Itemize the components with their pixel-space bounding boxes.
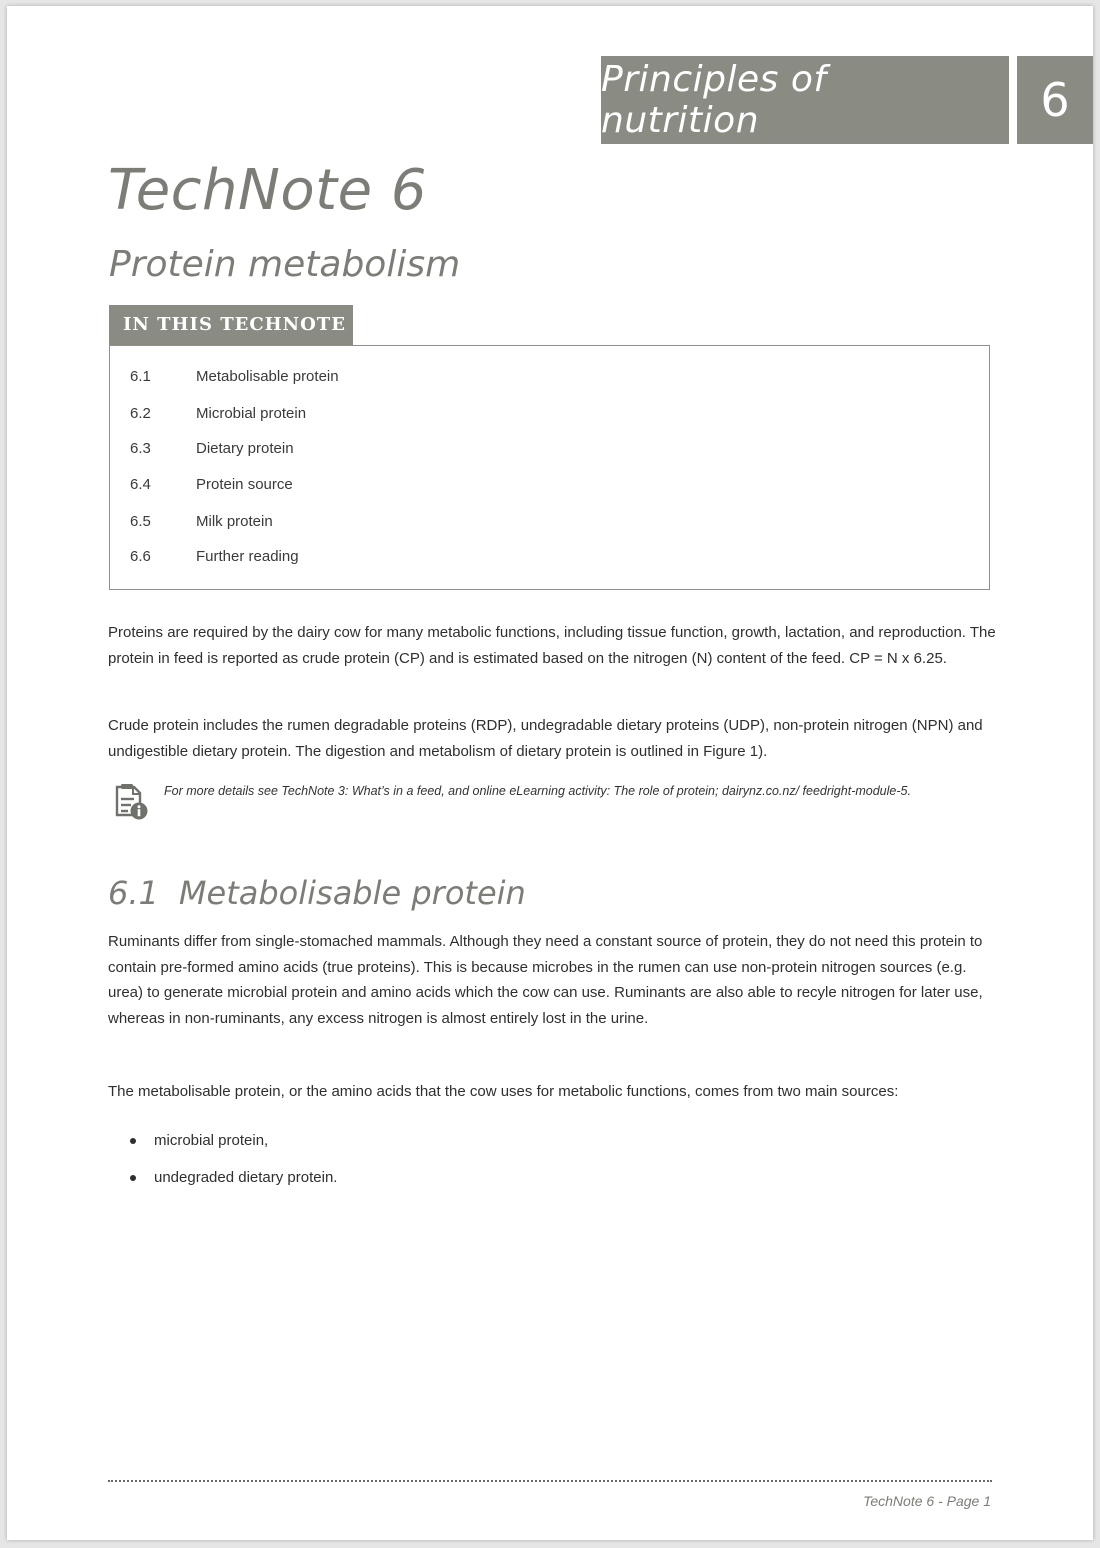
chapter-number-box [1017,56,1093,144]
toc-item[interactable] [130,545,299,567]
toc-item-label: Metabolisable protein [196,367,339,385]
toc-item-label: Further reading [196,547,299,565]
toc-item[interactable] [130,365,339,387]
more-info-note [109,782,989,826]
chapter-title: Principles of nutrition [601,59,827,141]
toc-item-number: 6.3 [130,439,151,457]
toc-item-number: 6.4 [130,475,151,493]
more-info-note-text: For more details see TechNote 3: What’s in a feed, and online eLearning activity: The role of protein; dairynz.co.nz/ feedright-module-5. [164,784,911,798]
page-subtitle: Protein metabolism [109,244,461,285]
toc-label: IN THIS TECHNOTE [109,305,353,345]
section-paragraph-2: The metabolisable protein, or the amino acids that the cow uses for metabolic functions, comes from two main sources: [108,1083,899,1100]
section-paragraph-1: Ruminants differ from single-stomached mammals. Although they need a constant source of protein, they do not need this protein to contain pre-formed amino acids (true proteins). This is because microbes in the rumen can use non-protein nitrogen sources (e.g. urea) to generate microbial protein and amino acids which the cow can use. Ruminants are also able to recyle nitrogen for later use, whereas in non-ruminants, any excess nitrogen is almost entirely lost in the urine. [108,933,983,1027]
toc-item-label: Dietary protein [196,439,294,457]
section-number: 6.1 [108,874,159,912]
toc-item-number: 6.1 [130,367,151,385]
toc-item-number: 6.6 [130,547,151,565]
toc-item-number: 6.2 [130,404,151,422]
toc-item[interactable] [130,402,306,424]
info-document-icon [109,782,149,822]
list-item: undegraded dietary protein. [108,1167,337,1204]
protein-sources-list [108,1130,337,1204]
toc-item-label: Protein source [196,475,293,493]
toc-item-label: Microbial protein [196,404,307,422]
toc-item-label: Milk protein [196,512,273,530]
document-page [7,6,1093,1540]
toc-box [109,345,990,590]
section-title: Metabolisable protein [178,874,526,912]
intro-paragraph-2: Crude protein includes the rumen degradable proteins (RDP), undegradable dietary proteins (UDP), non-protein nitrogen (NPN) and undigestible dietary protein. The digestion and metabolism of dietary protein is outlined in Figure 1). [108,717,983,760]
chapter-number: 6 [1040,73,1070,127]
toc-item-number: 6.5 [130,512,151,530]
page-title: TechNote 6 [108,158,428,223]
list-item: microbial protein, [108,1130,337,1167]
section-heading [108,874,526,912]
footer-divider [108,1480,992,1482]
page-footer: TechNote 6 - Page 1 [863,1493,991,1509]
toc-item[interactable] [130,510,273,532]
toc-item[interactable] [130,437,294,459]
intro-paragraph-1: Proteins are required by the dairy cow for many metabolic functions, including tissue function, growth, lactation, and reproduction. The protein in feed is reported as crude protein (CP) and is estimated based on the nitrogen (N) content of the feed. CP = N x 6.25. [108,624,996,667]
chapter-header-band [601,56,1009,144]
toc-item[interactable] [130,473,293,495]
